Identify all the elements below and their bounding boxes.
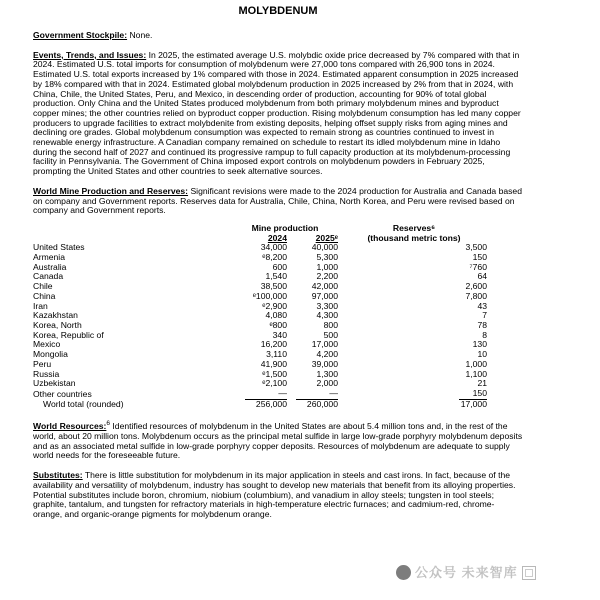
section-world-mine-production	[33, 187, 523, 216]
prod-2024-cell: ᵉ100,000	[252, 290, 287, 301]
prod-2024-cell: 340	[272, 329, 287, 340]
reserves-unit-header: (thousand metric tons)	[367, 232, 461, 243]
empty-header-cell	[33, 224, 232, 234]
prod-2024-cell: 16,200	[260, 339, 287, 350]
year-2025-header: 2025ᵉ	[315, 232, 338, 243]
prod-2025-cell: 4,300	[316, 310, 338, 321]
prod-2025-cell: 2,000	[316, 378, 338, 389]
prod-2025-cell: 2,200	[316, 271, 338, 282]
section-text: Identified resources of molybdenum in the United States are about 5.4 million tons and, in the rest of the world, about 20 million tons. Molybdenum occurs as the principal metal sulfide in large low-grade porphyry molybdenum deposits and as an associated metal sulfide in low-grade porphyry copper deposits. Resources of molybdenum are adequate to supply world needs for the foreseeable future.	[33, 421, 523, 461]
section-label: World Mine Production and Reserves:	[33, 185, 189, 196]
table-row-world-total	[33, 400, 490, 410]
section-text: Significant revisions were made to the 2024 production for Australia and Canada based on company and Government reports. Reserves data for Australia, Chile, China, North Korea, and Peru were revised based on company and Government reports.	[33, 185, 522, 216]
prod-2025-cell	[287, 389, 338, 400]
country-cell: Mexico	[33, 339, 61, 350]
reserves-cell: 1,000	[465, 358, 487, 369]
prod-2024-cell: ᵉ1,500	[262, 368, 287, 379]
prod-2025-cell: 800	[323, 319, 338, 330]
prod-2024-cell: 34,000	[260, 242, 287, 253]
circle-logo-icon	[396, 565, 411, 580]
country-cell: Peru	[33, 358, 52, 369]
reserves-cell: 8	[482, 329, 487, 340]
prod-2024-cell: ᵉ2,900	[262, 300, 287, 311]
prod-2025-cell: 4,200	[316, 349, 338, 360]
prod-2025-cell: 5,300	[316, 252, 338, 263]
watermark-text: 公众号 未来智库	[415, 565, 518, 580]
table-footer-rows	[33, 389, 490, 409]
mine-production-header: Mine production	[251, 222, 319, 233]
reserves-cell: 21	[477, 378, 487, 389]
table-row	[33, 379, 490, 389]
prod-2025-cell: 1,300	[316, 368, 338, 379]
reserves-cell: 3,500	[465, 242, 487, 253]
reserves-header: Reserves⁶	[392, 222, 436, 233]
table-row	[33, 302, 490, 312]
prod-2024-cell: 3,110	[266, 349, 287, 360]
prod-2025-cell: 97,000	[311, 290, 338, 301]
reserves-value: 150	[459, 389, 487, 400]
reserves-cell: 10	[477, 349, 487, 360]
section-text: In 2025, the estimated average U.S. molybdic oxide price decreased by 7% compared with that in 2024. Estimated U.S. total imports for consumption of molybdenum were 27,000 tons compared with 26,900 tons in 2024. Estimated U.S. total exports increased by 1% compared with those in 2024. Estimated apparent consumption in 2025 increased by 18% compared with that in 2024. Estimated global molybdenum production in 2025 increased by 2% from that in 2024, with China, Chile, the United States, Peru, and Mexico, in descending order of production, accounting for 90% of total global production. Only China and the United States produced molybdenum from both primary molybdenum mines and byproduct copper mines; the other countries relied on byproduct copper production. Rising molybdenum consumption has led many copper producers to upgrade facilities to extract molybdenite from existing deposits, helping offset supply risks from aging mines and declining ore grades. Global molybdenum consumption was expected to remain strong as countries continued to invest in renewable energy infrastructure. A Canadian company remained on schedule to restart its idled molybdenum mine in Idaho during the second half of 2027 and continued its progressive rampup to full capacity production at its molybdenum-processing facility in Pennsylvania. The Government of China imposed export controls on molybdenum powders in February 2025, prompting the United States and other countries to seek alternative sources.	[33, 49, 521, 177]
country-cell: United States	[33, 242, 85, 253]
section-substitutes	[33, 471, 523, 520]
reserves-cell: 130	[472, 339, 487, 350]
reserves-cell: 78	[477, 319, 487, 330]
table-row	[33, 340, 490, 350]
country-cell: Iran	[33, 300, 48, 311]
section-events-trends-issues	[33, 51, 523, 177]
country-cell: China	[33, 290, 56, 301]
section-label: World Resources:	[33, 421, 107, 432]
section-text: None.	[129, 30, 153, 40]
reserves-cell: 43	[477, 300, 487, 311]
prod-2024-cell	[232, 389, 287, 400]
section-world-resources	[33, 422, 523, 461]
footnote-marker: 6	[106, 420, 111, 428]
table-row	[33, 263, 490, 273]
table-body	[33, 243, 490, 389]
boxed-glyph-icon	[522, 566, 536, 580]
reserves-cell	[338, 389, 490, 400]
section-label: Events, Trends, and Issues:	[33, 49, 147, 60]
country-cell: Other countries	[33, 388, 92, 399]
table-row-other-countries	[33, 389, 490, 400]
prod-2024-cell: 600	[272, 261, 287, 272]
document-content	[33, 5, 523, 520]
prod-2025-cell: 260,000	[306, 398, 338, 409]
prod-2024-cell: 1,540	[265, 271, 287, 282]
reserves-cell: 7,800	[465, 290, 487, 301]
production-reserves-table	[33, 224, 490, 409]
prod-2025-cell: 39,000	[311, 358, 338, 369]
table-row	[33, 253, 490, 263]
reserves-cell: 2,600	[465, 281, 487, 292]
section-label: Substitutes:	[33, 470, 83, 481]
prod-2025-cell: 500	[323, 329, 338, 340]
prod-2025-cell: 42,000	[311, 281, 338, 292]
dash-value: —	[296, 389, 338, 400]
section-government-stockpile	[33, 31, 523, 41]
country-cell: Russia	[33, 368, 60, 379]
prod-2024-cell: ᵉ800	[269, 319, 287, 330]
country-cell: Chile	[33, 281, 53, 292]
prod-2024-cell: 256,000	[255, 398, 287, 409]
prod-2024-cell: ᵉ2,100	[262, 378, 287, 389]
year-2024-header: 2024	[267, 232, 287, 243]
section-label: Government Stockpile:	[33, 30, 128, 40]
page-title: MOLYBDENUM	[238, 5, 318, 17]
country-cell: Korea, Republic of	[33, 329, 104, 340]
table-row	[33, 311, 490, 321]
reserves-cell: ⁷760	[469, 261, 487, 272]
country-cell: Mongolia	[33, 349, 68, 360]
reserves-cell: 150	[472, 252, 487, 263]
country-cell: Armenia	[33, 252, 65, 263]
country-cell: Canada	[33, 271, 64, 282]
prod-2025-cell: 1,000	[316, 261, 338, 272]
prod-2025-cell: 17,000	[311, 339, 338, 350]
reserves-cell: 17,000	[460, 398, 487, 409]
prod-2024-cell: 38,500	[260, 281, 287, 292]
section-text: There is little substitution for molybdenum in its major application in steels and cast irons. In fact, because of the availability and versatility of molybdenum, industry has sought to develop new materials that benefit from its alloying properties. Potential substitutes include boron, chromium, niobium (columbium), and vanadium in alloy steels; tungsten in tool steels; graphite, tantalum, and tungsten for refractory materials in high-temperature electric furnaces; and cadmium-red, chrome-orange, and organic-orange pigments for molybdenum orange.	[33, 470, 516, 519]
dash-value: —	[245, 389, 287, 400]
country-cell: Korea, North	[33, 319, 82, 330]
country-cell: Australia	[33, 261, 67, 272]
table-header	[33, 224, 490, 243]
prod-2024-cell: 41,900	[260, 358, 287, 369]
prod-2025-cell: 40,000	[311, 242, 338, 253]
reserves-cell: 7	[482, 310, 487, 321]
prod-2024-cell: ᵉ8,200	[262, 252, 287, 263]
reserves-cell: 64	[477, 271, 487, 282]
country-cell: Kazakhstan	[33, 310, 78, 321]
country-cell: Uzbekistan	[33, 378, 76, 389]
watermark	[396, 565, 536, 580]
country-cell: World total (rounded)	[43, 398, 124, 409]
prod-2025-cell: 3,300	[316, 300, 338, 311]
reserves-cell: 1,100	[465, 368, 487, 379]
prod-2024-cell: 4,080	[265, 310, 287, 321]
